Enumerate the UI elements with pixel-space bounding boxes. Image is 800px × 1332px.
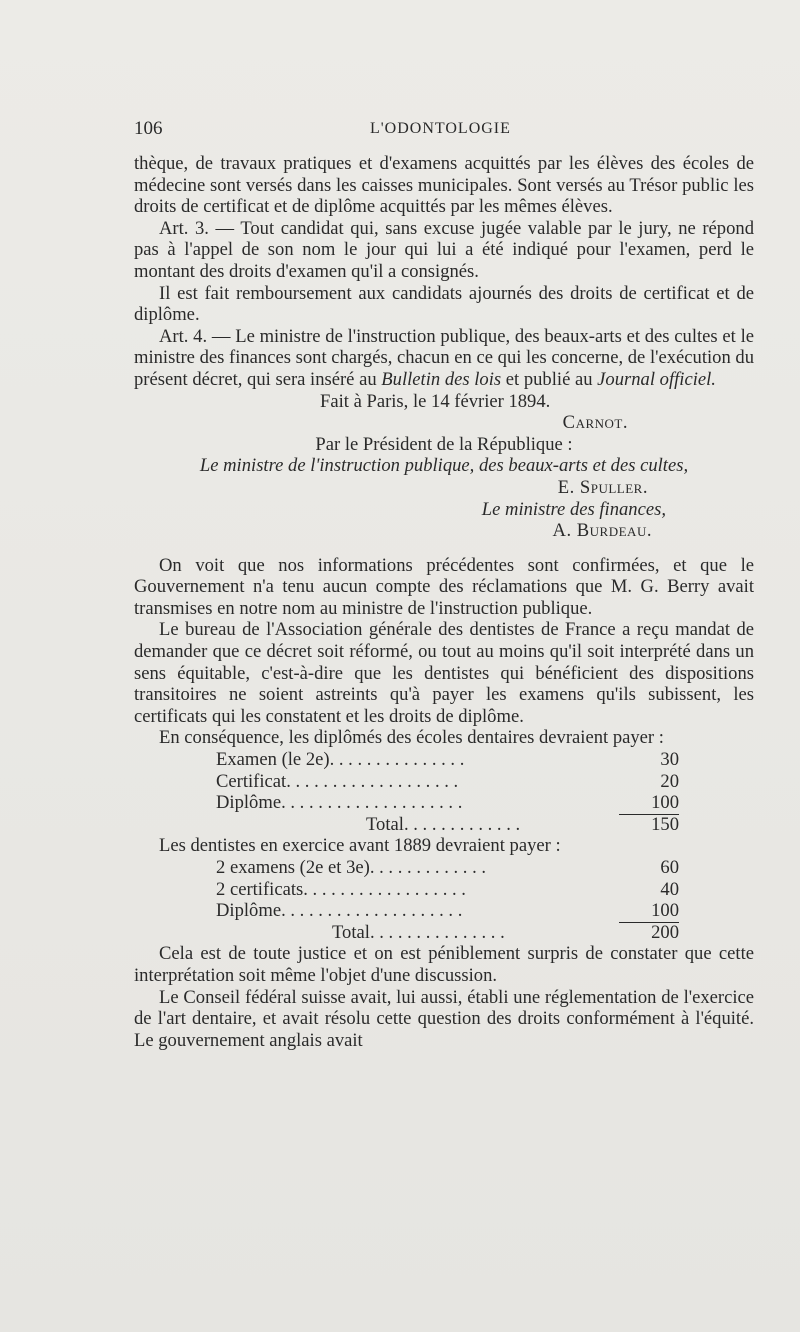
paragraph-art4 <box>134 326 754 391</box>
total-value: 200 <box>651 921 679 943</box>
paragraph-consequence: En conséquence, les diplômés des écoles dentaires devraient payer : <box>159 727 664 749</box>
row-label: 2 certificats. . . . . . . . . . . . . . . . . . <box>216 878 466 900</box>
total-label: Total. . . . . . . . . . . . . . . <box>332 921 505 943</box>
journal-officiel: Journal officiel. <box>597 368 716 390</box>
table-row <box>134 792 754 814</box>
table-total-row <box>134 922 754 944</box>
art4-text-a: Art. 4. — Le ministre de l'instruction publique, des beaux-arts et des cultes et le ministre des finances sont chargés, chacun en ce qui les concerne, de l'exécution du présent décret, qui sera inséré au <box>134 325 754 390</box>
total-value: 150 <box>651 813 679 835</box>
paragraph-art3: Art. 3. — Tout candidat qui, sans excuse jugée valable par le jury, ne répond pas à l'appel de son nom le jour qui lui a été indiqué pour l'examen, perd le montant des droits d'examen qu'il a consignés. <box>134 217 754 282</box>
table-row <box>134 771 754 793</box>
art4-text-b: et publié au <box>501 368 598 390</box>
row-value: 100 <box>619 792 679 815</box>
paragraph-conseil-federal: Le Conseil fédéral suisse avait, lui aussi, établi une réglementation de l'exercice de l'art dentaire, et avait résolu cette question des droits conformément à l'équité. Le gouvernement anglais avait <box>134 986 754 1051</box>
row-value: 100 <box>619 900 679 923</box>
paragraph-bureau: Le bureau de l'Association générale des dentistes de France a reçu mandat de demander que ce décret soit réformé, ou tout au moins qu'il soit interprété dans un sens équitable, c'est-à-dire que les dentistes qui bénéficient des dispositions transitoires ne soient astreints qu'à payer les examens qu'ils subissent, les certificats qui les constatent et les droits de diplôme. <box>134 619 754 727</box>
fee-table-diplomes <box>134 749 754 835</box>
fait-a-paris: Fait à Paris, le 14 février 1894. <box>320 390 551 412</box>
total-label: Total. . . . . . . . . . . . . <box>366 813 521 835</box>
paragraph-dentistes-exercice: Les dentistes en exercice avant 1889 devraient payer : <box>159 835 561 857</box>
row-value: 60 <box>660 857 679 878</box>
table-row <box>134 900 754 922</box>
page-header <box>134 118 754 142</box>
running-title: L'ODONTOLOGIE <box>370 120 511 137</box>
row-label: Diplôme. . . . . . . . . . . . . . . . . . . . <box>216 792 463 814</box>
signature-carnot: Carnot. <box>562 412 628 434</box>
ministre-finances: Le ministre des finances, <box>481 498 666 520</box>
row-label: Examen (le 2e). . . . . . . . . . . . . . . <box>216 749 465 771</box>
row-value: 40 <box>660 878 679 900</box>
paragraph-informations: On voit que nos informations précédentes sont confirmées, et que le Gouvernement n'a tenu aucun compte des réclamations que M. G. Berry avait transmises en notre nom au ministre de l'instruction publique. <box>134 554 754 619</box>
bulletin-des-lois: Bulletin des lois <box>381 368 502 390</box>
paragraph-1: thèque, de travaux pratiques et d'examens acquittés par les élèves des écoles de médecine sont versés dans les caisses municipales. Sont versés au Trésor public les droits de certificat et de diplôme acquittés par les mêmes élèves. <box>134 153 754 218</box>
paragraph-justice: Cela est de toute justice et on est péniblement surpris de constater que cette interprétation soit même l'objet d'une discussion. <box>134 943 754 986</box>
table-row <box>134 879 754 901</box>
row-label: Certificat. . . . . . . . . . . . . . . . . . . <box>216 770 459 792</box>
body-text <box>134 153 754 1051</box>
signature-burdeau: A. Burdeau. <box>552 520 652 542</box>
row-value: 20 <box>660 770 679 792</box>
paragraph-remboursement: Il est fait remboursement aux candidats ajournés des droits de certificat et de diplôme. <box>134 282 754 326</box>
ministre-instruction-line <box>134 455 754 477</box>
row-label: Diplôme. . . . . . . . . . . . . . . . . . . . <box>216 900 463 922</box>
par-le-president: Par le Président de la République : <box>315 433 573 455</box>
table-row <box>134 749 754 771</box>
ministre-instruction: Le ministre de l'instruction publique, des beaux-arts et des cultes, <box>199 455 689 477</box>
table-row <box>134 857 754 879</box>
signature-spuller: E. Spuller. <box>557 476 648 498</box>
fee-table-exercice <box>134 857 754 943</box>
row-label: 2 examens (2e et 3e). . . . . . . . . . . . . <box>216 857 487 878</box>
table-total-row <box>134 814 754 836</box>
page-number: 106 <box>134 118 163 139</box>
row-value: 30 <box>660 749 679 771</box>
ministre-finances-line <box>134 499 754 521</box>
